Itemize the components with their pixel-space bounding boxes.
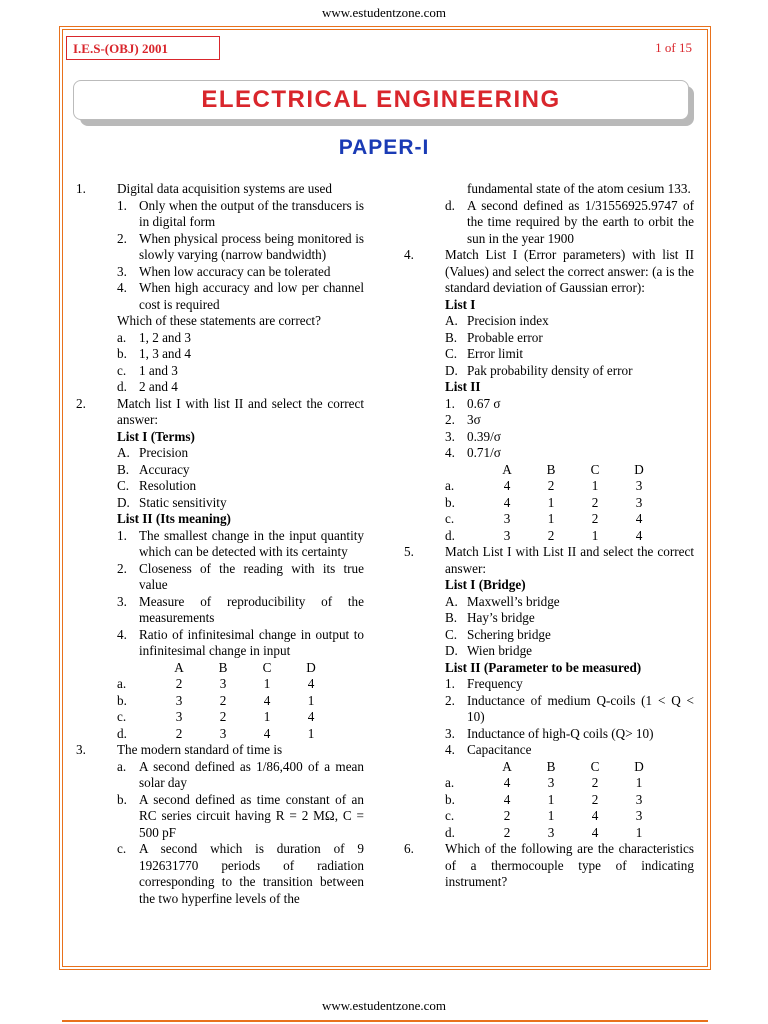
- list-item: [445, 396, 694, 413]
- answer-option: [117, 363, 364, 380]
- cell: 3: [503, 527, 511, 543]
- list-item-label: 2.: [117, 560, 127, 576]
- option-letter: a.: [117, 758, 127, 774]
- statement-number: 4.: [117, 280, 127, 295]
- answer-option: [117, 841, 364, 907]
- page-number: 1 of 15: [655, 40, 692, 55]
- question-number: 5.: [404, 544, 414, 559]
- question-number: 2.: [76, 395, 86, 411]
- list-item-label: D.: [445, 643, 458, 658]
- answer-table: [445, 759, 661, 842]
- cell: 1: [591, 478, 599, 493]
- list-item: [117, 478, 364, 495]
- question-stem: Match List I with List II and select the correct answer:: [445, 544, 694, 576]
- list-heading: List II: [445, 379, 481, 394]
- question-6: [404, 841, 694, 891]
- cell: 3: [635, 478, 643, 493]
- option-letter: c.: [117, 709, 127, 724]
- statement: [117, 264, 364, 281]
- list-item-text: Capacitance: [467, 742, 532, 757]
- list-item: [117, 594, 364, 627]
- list-item: [445, 346, 694, 363]
- cell: 4: [591, 808, 599, 823]
- question-number: 4.: [404, 247, 414, 262]
- option-letter: b.: [445, 791, 455, 807]
- question-stem: Which of the following are the characteristics of a thermocouple type of indicating instrument?: [445, 841, 694, 889]
- column-header: C: [262, 659, 272, 675]
- column-header: A: [502, 461, 512, 477]
- cell: 2: [547, 478, 555, 493]
- option-letter: a.: [117, 676, 127, 691]
- question-stem: Match List I (Error parameters) with list II (Values) and select the correct answer: (a is the standard deviation of Gaussian error):: [445, 247, 694, 295]
- cell: 4: [503, 478, 511, 493]
- list-item: [445, 676, 694, 693]
- list-item-text: Wien bridge: [467, 643, 533, 658]
- list-heading: List I: [445, 296, 476, 312]
- list-item-text: Precision index: [467, 313, 549, 328]
- column-header: A: [174, 659, 184, 675]
- answer-row: [117, 693, 333, 710]
- list-heading: List I (Terms): [117, 428, 195, 444]
- column-header: C: [590, 461, 600, 477]
- question-4: [404, 247, 694, 544]
- cell: 2: [219, 692, 227, 708]
- option-text: 2 and 4: [139, 379, 178, 394]
- list-item-text: Probable error: [467, 329, 543, 345]
- statement: [117, 231, 364, 264]
- list-item: [445, 726, 694, 743]
- answer-row: [445, 825, 661, 842]
- cell: 2: [503, 808, 511, 823]
- answer-table: [117, 660, 333, 743]
- list-item-label: 3.: [445, 428, 455, 444]
- option-text: A second which is duration of 9 192631770 periods of radiation corresponding to the transition between the two hyperfine levels of the: [139, 841, 364, 906]
- list-heading: List II (Its meaning): [117, 511, 231, 526]
- list-item-label: 1.: [117, 527, 127, 543]
- paper-title: PAPER-I: [338, 136, 430, 159]
- cell: 2: [503, 824, 511, 840]
- cell: 1: [635, 775, 643, 790]
- list-heading: List I (Bridge): [445, 577, 526, 592]
- cell: 1: [635, 824, 643, 840]
- option-letter: d.: [445, 527, 455, 543]
- option-letter: a.: [117, 329, 127, 345]
- cell: 3: [219, 676, 227, 691]
- answer-row: [445, 775, 661, 792]
- option-letter: d.: [117, 379, 127, 394]
- site-url-header: www.estudentzone.com: [321, 5, 447, 20]
- list-item: [117, 462, 364, 479]
- list-heading: List II (Parameter to be measured): [445, 659, 642, 675]
- answer-row: [445, 495, 661, 512]
- option-text: 1 and 3: [139, 362, 178, 378]
- list-item: [445, 330, 694, 347]
- cell: 4: [503, 494, 511, 510]
- option-letter: d.: [117, 725, 127, 741]
- statement-number: 2.: [117, 230, 127, 246]
- question-5: [404, 544, 694, 841]
- answer-row: [445, 511, 661, 528]
- list-item-text: Static sensitivity: [139, 494, 227, 510]
- list-item-label: 2.: [445, 412, 455, 427]
- answer-row: [117, 676, 333, 693]
- list-item-text: Pak probability density of error: [467, 362, 633, 378]
- footer-rule: [62, 1020, 708, 1022]
- list-item: [117, 495, 364, 512]
- cell: 4: [263, 692, 271, 708]
- answer-row: [445, 528, 661, 545]
- cell: 1: [263, 709, 271, 724]
- cell: 2: [591, 791, 599, 807]
- column-header: D: [634, 461, 644, 477]
- cell: 4: [307, 676, 315, 691]
- cell: 1: [263, 676, 271, 691]
- answer-table: [445, 462, 661, 545]
- answer-option: [117, 759, 364, 792]
- cell: 4: [591, 824, 599, 840]
- exam-tag: I.E.S-(OBJ) 2001: [66, 36, 220, 60]
- option-letter: b.: [445, 494, 455, 510]
- cell: 1: [547, 494, 555, 510]
- statement-text: Only when the output of the transducers is in digital form: [139, 197, 364, 229]
- answer-option: [445, 198, 694, 248]
- list-item: [117, 528, 364, 561]
- cell: 3: [547, 775, 555, 790]
- list-item: [445, 363, 694, 380]
- site-url-footer: www.estudentzone.com: [321, 998, 447, 1013]
- answer-row: [117, 726, 333, 743]
- question-1: [76, 181, 364, 396]
- list-item-text: The smallest change in the input quantity which can be detected with its certainty: [139, 527, 364, 559]
- option-letter: c.: [117, 362, 127, 378]
- question-3: [76, 742, 364, 907]
- list-item-label: B.: [117, 461, 130, 477]
- list-item-text: 3σ: [467, 412, 481, 427]
- list-item: [445, 643, 694, 660]
- question-stem: Match list I with list II and select the correct answer:: [117, 395, 364, 427]
- list-item-label: 4.: [117, 626, 127, 642]
- list-item-text: Closeness of the reading with its true value: [139, 560, 364, 592]
- statement-text: When low accuracy can be tolerated: [139, 263, 331, 279]
- list-item-label: B.: [445, 610, 458, 625]
- column-header: D: [306, 659, 316, 675]
- cell: 2: [591, 775, 599, 790]
- list-item-label: 1.: [445, 395, 455, 411]
- column-header: A: [502, 758, 512, 774]
- list-item-text: Frequency: [467, 676, 523, 691]
- column-header: B: [546, 461, 556, 477]
- list-item: [445, 742, 694, 759]
- option-letter: b.: [117, 692, 127, 708]
- list-item-text: Resolution: [139, 478, 197, 493]
- list-item-text: Precision: [139, 445, 189, 460]
- cell: 3: [175, 709, 183, 724]
- list-item-label: C.: [117, 478, 130, 493]
- list-item-label: A.: [445, 313, 458, 328]
- cell: 2: [547, 527, 555, 543]
- cell: 2: [175, 725, 183, 741]
- title-banner: ELECTRICAL ENGINEERING: [73, 80, 689, 120]
- list-item: [445, 610, 694, 627]
- cell: 2: [591, 494, 599, 510]
- column-header: B: [546, 758, 556, 774]
- cell: 4: [635, 527, 643, 543]
- answer-table-header: [445, 462, 661, 479]
- list-item: [445, 313, 694, 330]
- option-text-continued: fundamental state of the atom cesium 133.: [467, 181, 691, 196]
- statement: [117, 280, 364, 313]
- list-item: [117, 627, 364, 660]
- cell: 2: [219, 709, 227, 724]
- list-item-label: D.: [117, 494, 130, 510]
- answer-option: [117, 379, 364, 396]
- list-item-label: 4.: [445, 742, 455, 757]
- cell: 4: [635, 511, 643, 526]
- cell: 4: [503, 775, 511, 790]
- answer-row: [445, 808, 661, 825]
- list-item-text: Accuracy: [139, 461, 190, 477]
- list-item-label: 4.: [445, 445, 455, 460]
- list-item: [445, 429, 694, 446]
- answer-row: [445, 792, 661, 809]
- question-number: 3.: [76, 742, 86, 757]
- list-item-label: 2.: [445, 692, 455, 708]
- answer-option: [117, 330, 364, 347]
- cell: 1: [307, 725, 315, 741]
- cell: 3: [219, 725, 227, 741]
- option-text: 1, 3 and 4: [139, 346, 192, 361]
- list-item: [445, 693, 694, 726]
- answer-table-header: [445, 759, 661, 776]
- column-header: C: [590, 758, 600, 774]
- question-ask: Which of these statements are correct?: [117, 313, 321, 328]
- list-item: [117, 445, 364, 462]
- cell: 1: [307, 692, 315, 708]
- answer-table-header: [117, 660, 333, 677]
- option-text: A second defined as 1/31556925.9747 of the time required by the earth to orbit the sun in the year 1900: [467, 197, 694, 246]
- list-item: [445, 594, 694, 611]
- cell: 3: [635, 791, 643, 807]
- cell: 1: [547, 808, 555, 823]
- list-item-text: 0.67 σ: [467, 395, 501, 411]
- cell: 3: [175, 692, 183, 708]
- option-letter: a.: [445, 478, 455, 493]
- list-item-label: 1.: [445, 676, 455, 691]
- answer-row: [117, 709, 333, 726]
- list-item-label: A.: [117, 445, 130, 460]
- list-item-label: C.: [445, 346, 458, 361]
- option-text: 1, 2 and 3: [139, 329, 192, 345]
- cell: 3: [547, 824, 555, 840]
- list-item-label: 3.: [117, 593, 127, 609]
- right-column: [404, 181, 694, 891]
- option-text: A second defined as time constant of an RC series circuit having R = 2 MΩ, C = 500 pF: [139, 791, 364, 840]
- cell: 1: [591, 527, 599, 543]
- option-letter: a.: [445, 775, 455, 790]
- option-letter: c.: [445, 511, 455, 526]
- option-letter: c.: [445, 808, 455, 823]
- list-item-text: Inductance of medium Q-coils (1 < Q < 10): [467, 692, 694, 724]
- left-column: [76, 181, 364, 907]
- question-number: 6.: [404, 841, 414, 856]
- question-3-continued: [404, 181, 694, 247]
- question-2: [76, 396, 364, 743]
- cell: 3: [503, 511, 511, 526]
- list-item-text: Ratio of infinitesimal change in output to infinitesimal change in input: [139, 626, 364, 658]
- answer-option: [117, 346, 364, 363]
- list-item: [445, 627, 694, 644]
- list-item-text: Hay’s bridge: [467, 610, 535, 625]
- statement-number: 3.: [117, 263, 127, 279]
- list-item-text: Inductance of high-Q coils (Q> 10): [467, 725, 654, 741]
- cell: 3: [635, 494, 643, 510]
- option-letter: d.: [445, 824, 455, 840]
- question-stem: The modern standard of time is: [117, 742, 283, 757]
- list-item: [445, 445, 694, 462]
- column-header: B: [218, 659, 228, 675]
- option-text: A second defined as 1/86,400 of a mean solar day: [139, 758, 364, 790]
- statement-text: When high accuracy and low per channel cost is required: [139, 280, 364, 312]
- list-item-text: Measure of reproducibility of the measurements: [139, 593, 364, 625]
- cell: 1: [547, 791, 555, 807]
- list-item-text: Schering bridge: [467, 626, 551, 642]
- list-item-text: Maxwell’s bridge: [467, 593, 560, 609]
- answer-row: [445, 478, 661, 495]
- answer-option: [117, 792, 364, 842]
- option-letter: b.: [117, 791, 127, 807]
- question-stem: Digital data acquisition systems are used: [117, 181, 332, 196]
- cell: 4: [503, 791, 511, 807]
- option-letter: d.: [445, 197, 455, 213]
- cell: 2: [175, 676, 183, 691]
- list-item-label: B.: [445, 329, 458, 345]
- list-item-text: 0.71/σ: [467, 445, 501, 460]
- option-letter: c.: [117, 841, 127, 856]
- list-item: [445, 412, 694, 429]
- statement-number: 1.: [117, 197, 127, 213]
- list-item-text: 0.39/σ: [467, 428, 501, 444]
- list-item-label: C.: [445, 626, 458, 642]
- list-item-text: Error limit: [467, 346, 524, 361]
- cell: 2: [591, 511, 599, 526]
- list-item: [117, 561, 364, 594]
- cell: 4: [307, 709, 315, 724]
- cell: 4: [263, 725, 271, 741]
- list-item-label: A.: [445, 593, 458, 609]
- cell: 3: [635, 808, 643, 823]
- statement-text: When physical process being monitored is slowly varying (narrow bandwidth): [139, 230, 364, 262]
- statement: [117, 198, 364, 231]
- list-item-label: 3.: [445, 725, 455, 741]
- question-number: 1.: [76, 181, 86, 196]
- list-item-label: D.: [445, 362, 458, 378]
- cell: 1: [547, 511, 555, 526]
- option-letter: b.: [117, 346, 127, 361]
- column-header: D: [634, 758, 644, 774]
